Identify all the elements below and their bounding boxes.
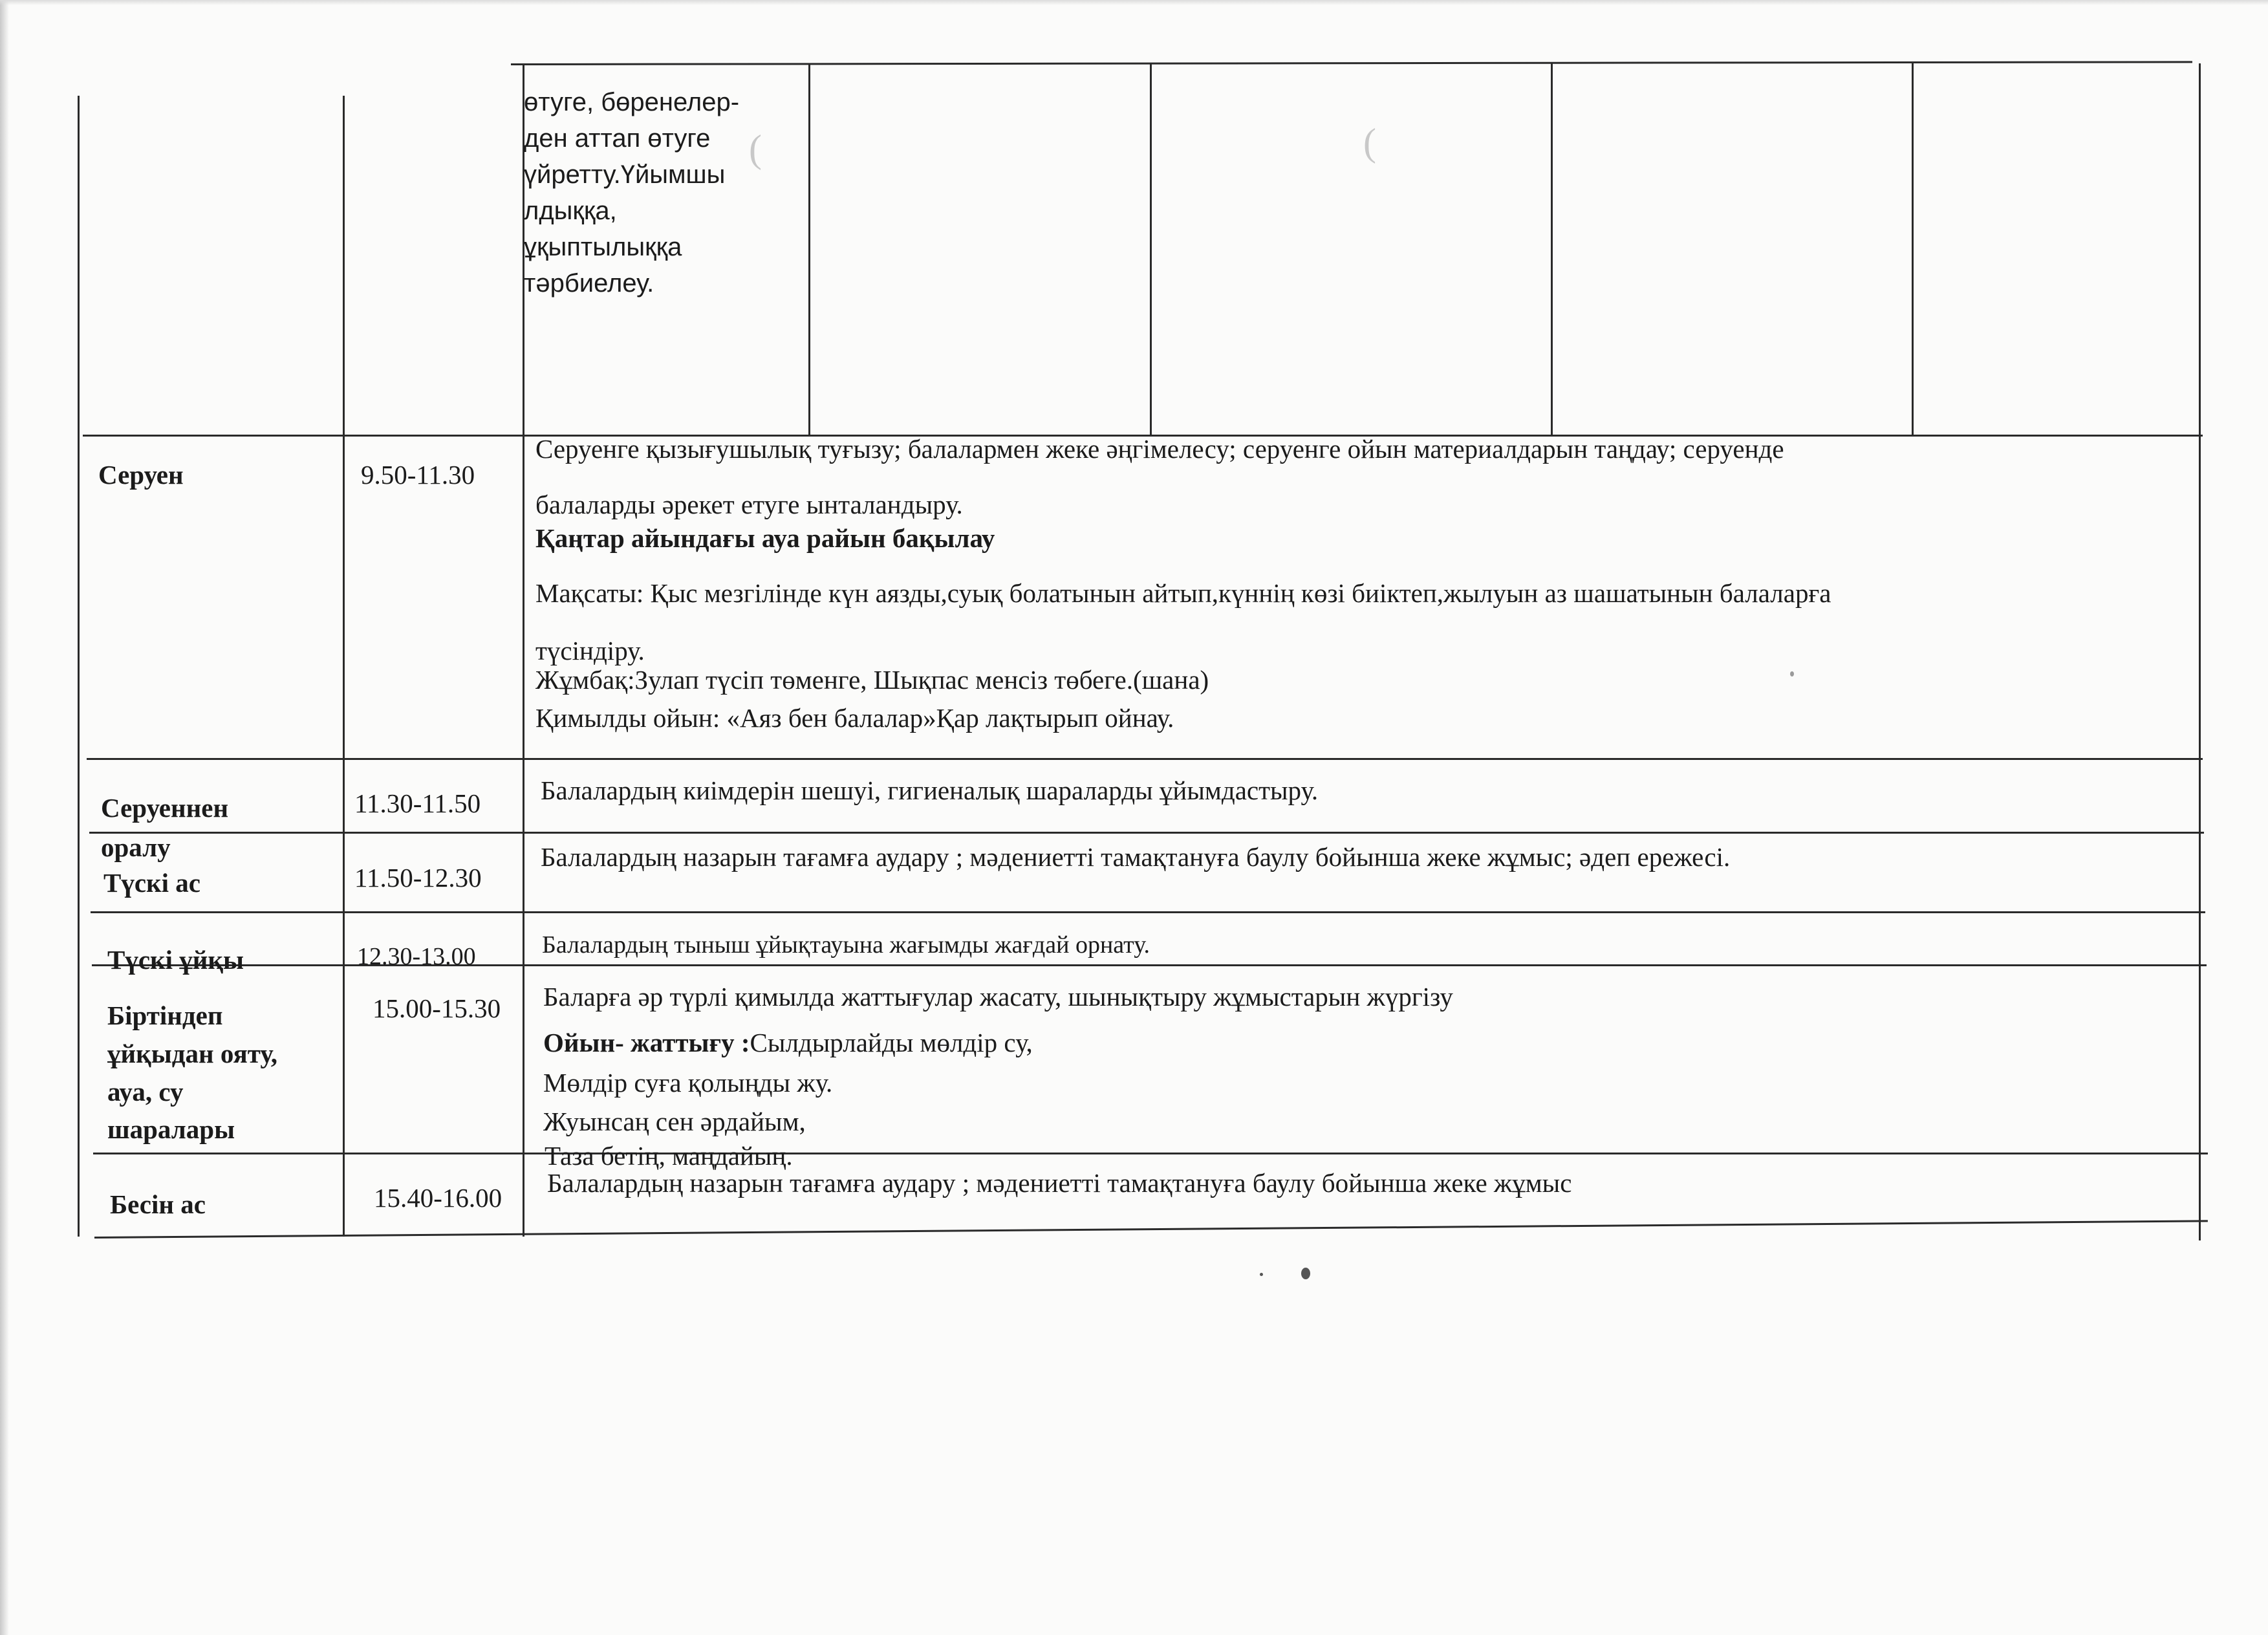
row-time-nap: 12.30-13.00 (357, 943, 476, 970)
seruen-text-line: түсіндіру. (535, 636, 645, 666)
row-rule (87, 758, 2203, 760)
row-rule (93, 1153, 2208, 1154)
row-time-seruen: 9.50-11.30 (361, 460, 475, 490)
seruen-text-line: балаларды әрекет етуге ынталандыру. (535, 490, 963, 519)
nap-text: Балалардың тыныш ұйықтауына жағымды жағдай орнату. (542, 931, 1150, 958)
row-label-wake-2: ұйқыдан ояту, (107, 1039, 278, 1068)
wake-game-label: Ойын- жаттығу : (543, 1028, 750, 1057)
wake-poem-line: Жуынсаң сен әрдайым, (543, 1107, 806, 1136)
seruen-heading: Қаңтар айындағы ауа райын бақылау (535, 523, 995, 553)
snack-text: Балалардың назарын тағамға аудару ; мәдениетті тамақтануға баулу бойынша жеке жұмыс (547, 1168, 1572, 1198)
row-label-return-2: оралу (101, 832, 171, 862)
column-rule (808, 63, 810, 436)
text-line: ұқыптылыққа (524, 233, 682, 261)
table-border-top (511, 61, 2192, 65)
table-border-bottom (94, 1220, 2208, 1239)
row-time-lunch: 11.50-12.30 (354, 863, 482, 893)
text-line: тәрбиелеу. (524, 269, 654, 298)
text-line: өтуге, бөренелер- (524, 88, 740, 116)
row-label-wake: Біртіндеп (107, 1001, 223, 1030)
wake-poem-line: Сылдырлайды мөлдір су, (750, 1028, 1033, 1057)
column-rule (1912, 63, 1914, 436)
scan-artifact: ( (1363, 121, 1376, 164)
row-time-wake: 15.00-15.30 (373, 993, 501, 1023)
continued-goal-text (524, 84, 808, 301)
row-label-nap: Түскі ұйқы (107, 945, 244, 975)
seruen-text-line: Жұмбақ:Зулап түсіп төменге, Шықпас менсіз төбеге.(шана) (535, 665, 1209, 695)
row-rule (89, 832, 2204, 834)
column-rule (343, 96, 345, 1237)
row-label-seruen: Серуен (98, 460, 184, 490)
scan-speck (1790, 671, 1794, 677)
lunch-text: Балалардың назарын тағамға аудару ; мәдениетті тамақтануға баулу бойынша жеке жұмыс; әдеп ережесі. (541, 842, 1731, 872)
row-label-wake-4: шаралары (107, 1114, 235, 1144)
seruen-text-line: Серуенге қызығушылық туғызу; балалармен жеке әңгімелесу; серуенге ойын материалдарын таңдау; серуенде (535, 434, 1784, 464)
row-label-snack: Бесін ас (110, 1189, 206, 1219)
text-line: үйретту.Үйымшы (524, 160, 726, 189)
column-rule (1551, 63, 1553, 436)
row-time-snack: 15.40-16.00 (374, 1183, 502, 1213)
wake-text-line: Баларға әр түрлі қимылда жаттығулар жасату, шынықтыру жұмыстарын жүргізу (543, 982, 1453, 1012)
text-line: лдыққа, (524, 197, 617, 225)
scan-top-shadow (0, 0, 2268, 5)
table-border-right (2199, 63, 2201, 1240)
text-line: ден аттап өтуге (524, 124, 711, 153)
scan-speck (1260, 1273, 1263, 1276)
row-time-return: 11.30-11.50 (354, 788, 481, 818)
row-label-return: Серуеннен (101, 793, 229, 823)
scan-speck (1301, 1268, 1310, 1279)
row-label-lunch: Түскі ас (103, 868, 201, 898)
return-text: Балалардың киімдерін шешуі, гигиеналық шараларды ұйымдастыру. (541, 775, 1319, 805)
table-border-left (78, 96, 80, 1237)
column-rule (1150, 63, 1152, 436)
seruen-text-line: Мақсаты: Қыс мезгілінде күн аязды,суық болатынын айтып,күннің көзі биіктеп,жылуын аз шашатынын балаларға (535, 578, 1831, 608)
row-rule (91, 911, 2205, 913)
wake-poem-line: Таза бетің, маңдайың. (545, 1141, 793, 1171)
scan-artifact: ( (749, 127, 762, 170)
wake-poem-line: Мөлдір суға қолыңды жу. (543, 1068, 833, 1098)
scan-edge-shadow (0, 0, 9, 1635)
row-label-wake-3: ауа, су (107, 1077, 184, 1107)
wake-text-line (543, 1024, 1033, 1062)
seruen-text-line: Қимылды ойын: «Аяз бен балалар»Қар лақтырып ойнау. (535, 703, 1174, 733)
